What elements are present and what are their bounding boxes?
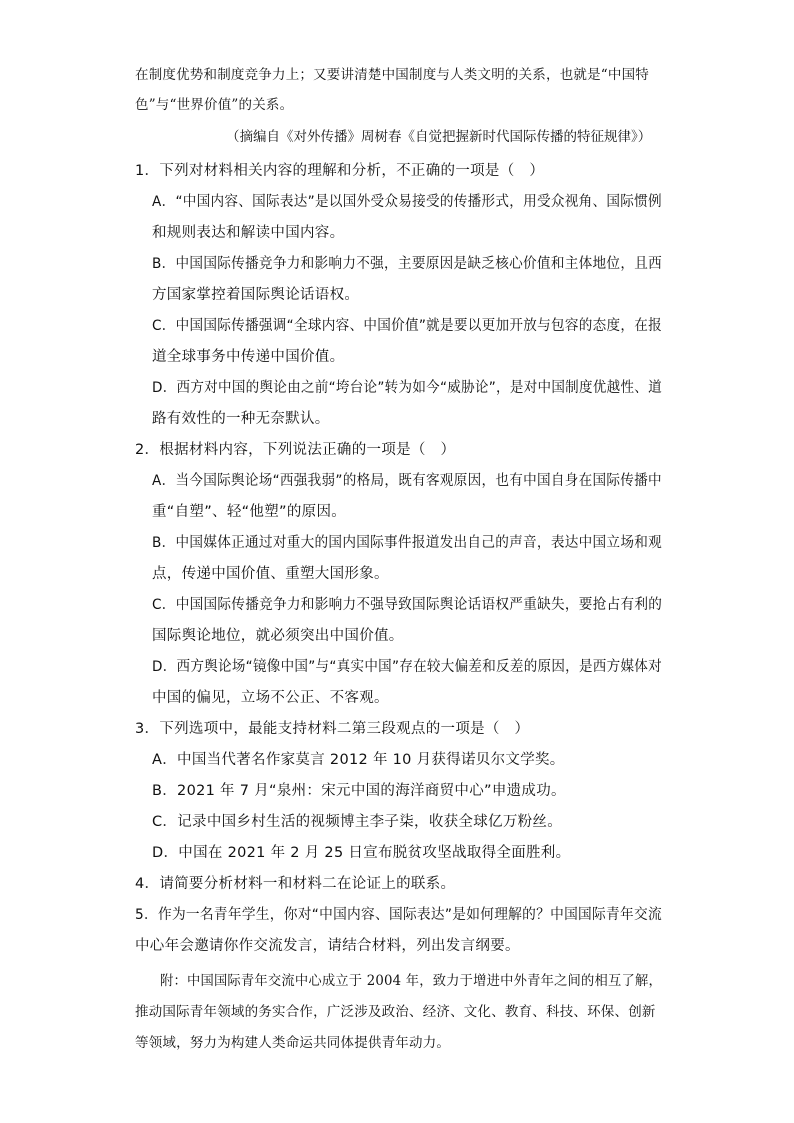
appendix-line: 推动国际青年领域的务实合作，广泛涉及政治、经济、文化、教育、科技、环保、创新 <box>135 1004 656 1020</box>
option-line: B．中国媒体正通过对重大的国内国际事件报道发出自己的声音，表达中国立场和观 <box>152 535 663 551</box>
question-stem: 中心年会邀请你作交流发言，请结合材料，列出发言纲要。 <box>135 938 520 954</box>
question-stem: 1．下列对材料相关内容的理解和分析，不正确的一项是（ ） <box>135 163 545 179</box>
option-line: 方国家掌控着国际舆论话语权。 <box>152 287 360 303</box>
option-line: B．中国国际传播竞争力和影响力不强，主要原因是缺乏核心价值和主体地位，且西 <box>152 256 663 272</box>
option-line: D．西方舆论场“镜像中国”与“真实中国”存在较大偏差和反差的原因，是西方媒体对 <box>152 659 662 675</box>
question-stem: 3．下列选项中，最能支持材料二第三段观点的一项是（ ） <box>135 721 530 737</box>
option-line: D．西方对中国的舆论由之前“垮台论”转为如今“威胁论”，是对中国制度优越性、道 <box>152 380 662 396</box>
option-line: 中国的偏见，立场不公正、不客观。 <box>152 690 389 706</box>
appendix-line: 附：中国国际青年交流中心成立于 2004 年，致力于增进中外青年之间的相互了解， <box>160 973 662 989</box>
option-line: B．2021 年 7 月“泉州：宋元中国的海洋商贸中心”申遗成功。 <box>152 783 566 799</box>
option-line: 国际舆论地位，就必须突出中国价值。 <box>152 628 404 644</box>
intro-line: 色”与“世界价值”的关系。 <box>135 97 294 113</box>
option-line: 道全球事务中传递中国价值。 <box>152 349 345 365</box>
option-line: C．中国国际传播强调“全球内容、中国价值”就是要以更加开放与包容的态度，在报 <box>152 318 663 334</box>
option-line: 重“自塑”、轻“他塑”的原因。 <box>152 504 347 520</box>
option-line: A．当今国际舆论场“西强我弱”的格局，既有客观原因，也有中国自身在国际传播中 <box>152 473 662 489</box>
question-stem: 5．作为一名青年学生，你对“中国内容、国际表达”是如何理解的？中国国际青年交流 <box>135 907 662 923</box>
option-line: A．中国当代著名作家莫言 2012 年 10 月获得诺贝尔文学奖。 <box>152 752 565 768</box>
option-line: 点，传递中国价值、重塑大国形象。 <box>152 566 389 582</box>
option-line: 和规则表达和解读中国内容。 <box>152 225 345 241</box>
option-line: 路有效性的一种无奈默认。 <box>152 411 330 427</box>
appendix-line: 等领域，努力为构建人类命运共同体提供青年动力。 <box>135 1035 451 1051</box>
question-stem: 4．请简要分析材料一和材料二在论证上的联系。 <box>135 876 456 892</box>
question-stem: 2．根据材料内容，下列说法正确的一项是（ ） <box>135 442 456 458</box>
option-line: A．“中国内容、国际表达”是以国外受众易接受的传播形式，用受众视角、国际惯例 <box>152 194 662 210</box>
intro-line: 在制度优势和制度竞争力上；又要讲清楚中国制度与人类文明的关系，也就是“中国特 <box>135 67 650 83</box>
option-line: C．记录中国乡村生活的视频博主李子柒，收获全球亿万粉丝。 <box>152 814 563 830</box>
option-line: D．中国在 2021 年 2 月 25 日宣布脱贫攻坚战取得全面胜利。 <box>152 845 571 861</box>
source-citation: （摘编自《对外传播》周树春《自觉把握新时代国际传播的特征规律》） <box>226 129 652 145</box>
option-line: C．中国国际传播竞争力和影响力不强导致国际舆论话语权严重缺失，要抢占有利的 <box>152 597 663 613</box>
